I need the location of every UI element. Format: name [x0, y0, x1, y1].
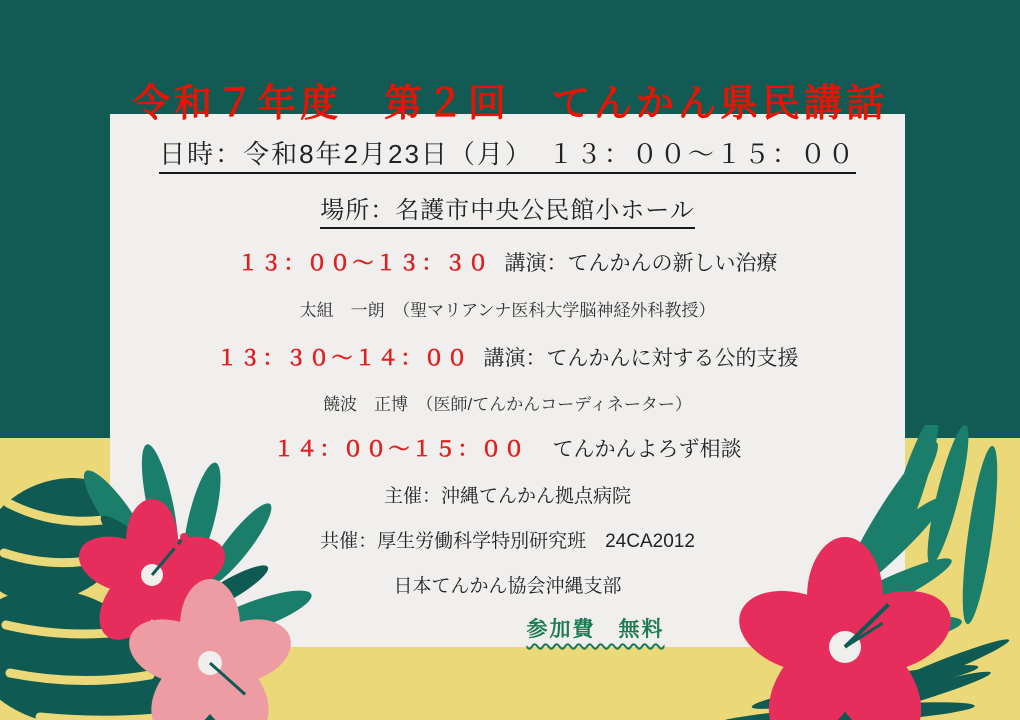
schedule-2-time: １３：３０～１４：００ — [216, 347, 470, 370]
schedule-3-time: １４：００～１５：００ — [273, 438, 527, 461]
schedule-1-time: １３：００～１３：３０ — [237, 252, 491, 275]
content-panel — [110, 114, 905, 647]
schedule-item-3 — [110, 433, 905, 463]
organizer-line: 主催：沖縄てんかん拠点病院 — [383, 486, 631, 507]
fee-text: 参加費 無料 — [526, 618, 665, 641]
datetime-line — [110, 134, 905, 171]
schedule-1-speaker: 太組 一朗 （聖マリアンナ医科大学脳神経外科教授） — [299, 301, 716, 320]
schedule-3-desc: てんかんよろず相談 — [552, 438, 742, 461]
co-organizer-line: 共催：厚生労働科学特別研究班 24CA2012 — [320, 531, 695, 552]
schedule-item-1 — [110, 247, 905, 277]
venue-line — [110, 190, 905, 225]
association-line: 日本てんかん協会沖縄支部 — [393, 576, 622, 597]
schedule-2-desc: 講演：てんかんに対する公的支援 — [483, 347, 799, 370]
fee-line — [110, 613, 905, 643]
schedule-2-speaker: 饒波 正博 （医師/てんかんコーディネーター） — [323, 395, 692, 414]
schedule-item-2 — [110, 342, 905, 372]
datetime-text: 日時：令和8年2月23日（月） １３：００～１５：００ — [159, 139, 856, 174]
page-title: 令和７年度 第２回 てんかん県民講話 — [131, 83, 888, 125]
schedule-1-desc: 講演：てんかんの新しい治療 — [504, 252, 778, 275]
venue-text: 場所：名護市中央公民館小ホール — [320, 197, 695, 229]
